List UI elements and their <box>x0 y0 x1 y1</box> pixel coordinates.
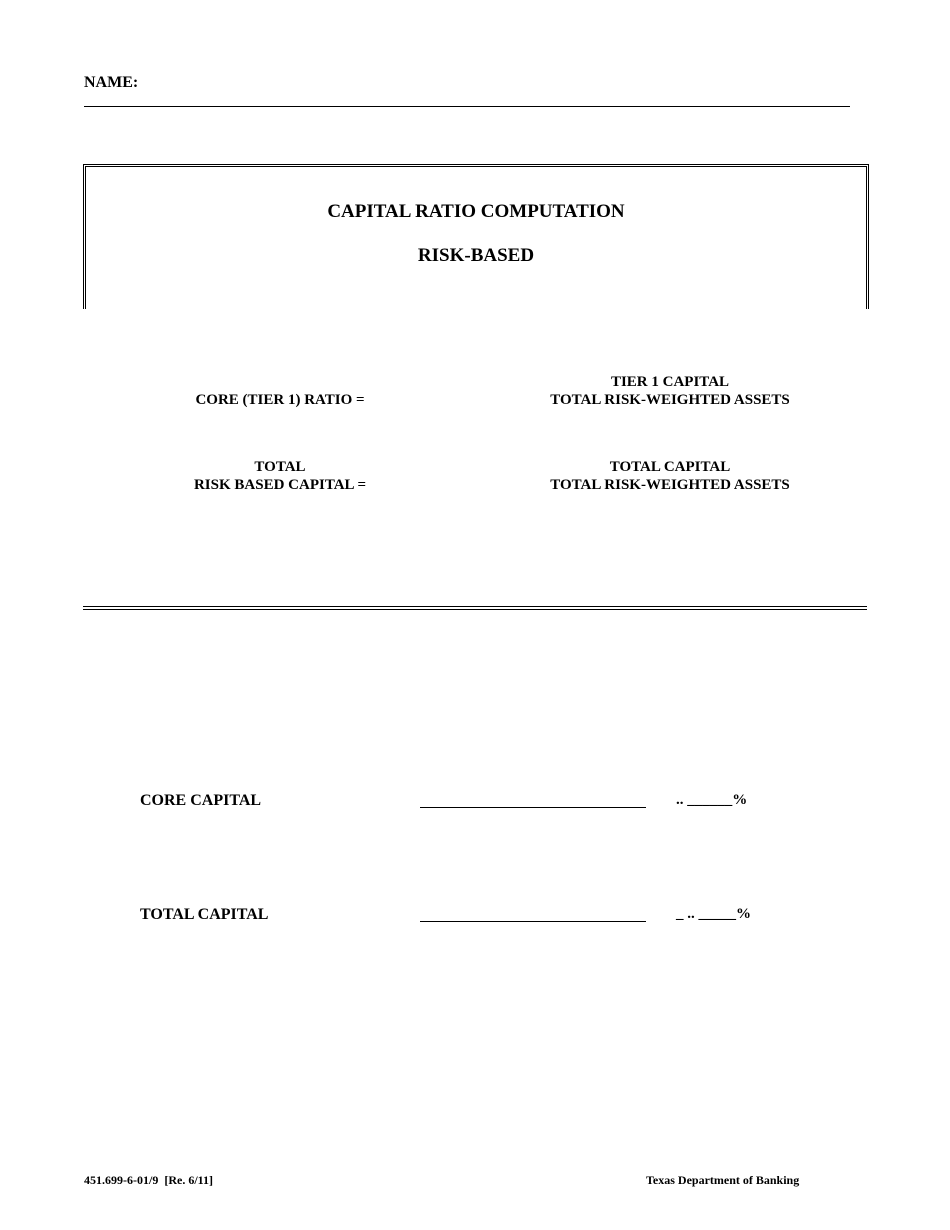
core-ratio-fraction <box>530 373 810 409</box>
total-capital-percent-field[interactable]: _ .. _____% <box>676 906 751 922</box>
total-ratio-numerator: TOTAL CAPITAL <box>609 459 731 475</box>
total-capital-label: TOTAL CAPITAL <box>140 906 269 923</box>
core-ratio-numerator: TIER 1 CAPITAL <box>610 374 730 390</box>
name-label: NAME: <box>84 74 139 91</box>
page-title: CAPITAL RATIO COMPUTATION <box>327 201 625 222</box>
core-capital-input-line[interactable] <box>420 807 646 808</box>
core-ratio-label-text: CORE (TIER 1) RATIO = <box>195 392 365 408</box>
section-divider <box>83 606 867 610</box>
total-ratio-denominator: TOTAL RISK-WEIGHTED ASSETS <box>550 477 790 493</box>
total-ratio-label <box>180 458 380 494</box>
form-number: 451.699-6-01/9 [Re. 6/11] <box>84 1173 213 1187</box>
core-capital-percent-field[interactable]: .. ______% <box>676 792 748 808</box>
total-ratio-label-line1: TOTAL <box>254 459 306 475</box>
core-capital-label: CORE CAPITAL <box>140 792 262 809</box>
agency-name: Texas Department of Banking <box>646 1173 800 1187</box>
core-ratio-denominator: TOTAL RISK-WEIGHTED ASSETS <box>550 392 790 408</box>
total-ratio-fraction <box>530 458 810 494</box>
name-input-line[interactable] <box>84 106 850 107</box>
total-capital-input-line[interactable] <box>420 921 646 922</box>
total-ratio-label-line2: RISK BASED CAPITAL = <box>193 477 367 493</box>
title-box <box>83 164 869 309</box>
page-subtitle: RISK-BASED <box>417 245 535 266</box>
core-ratio-label <box>180 391 380 409</box>
